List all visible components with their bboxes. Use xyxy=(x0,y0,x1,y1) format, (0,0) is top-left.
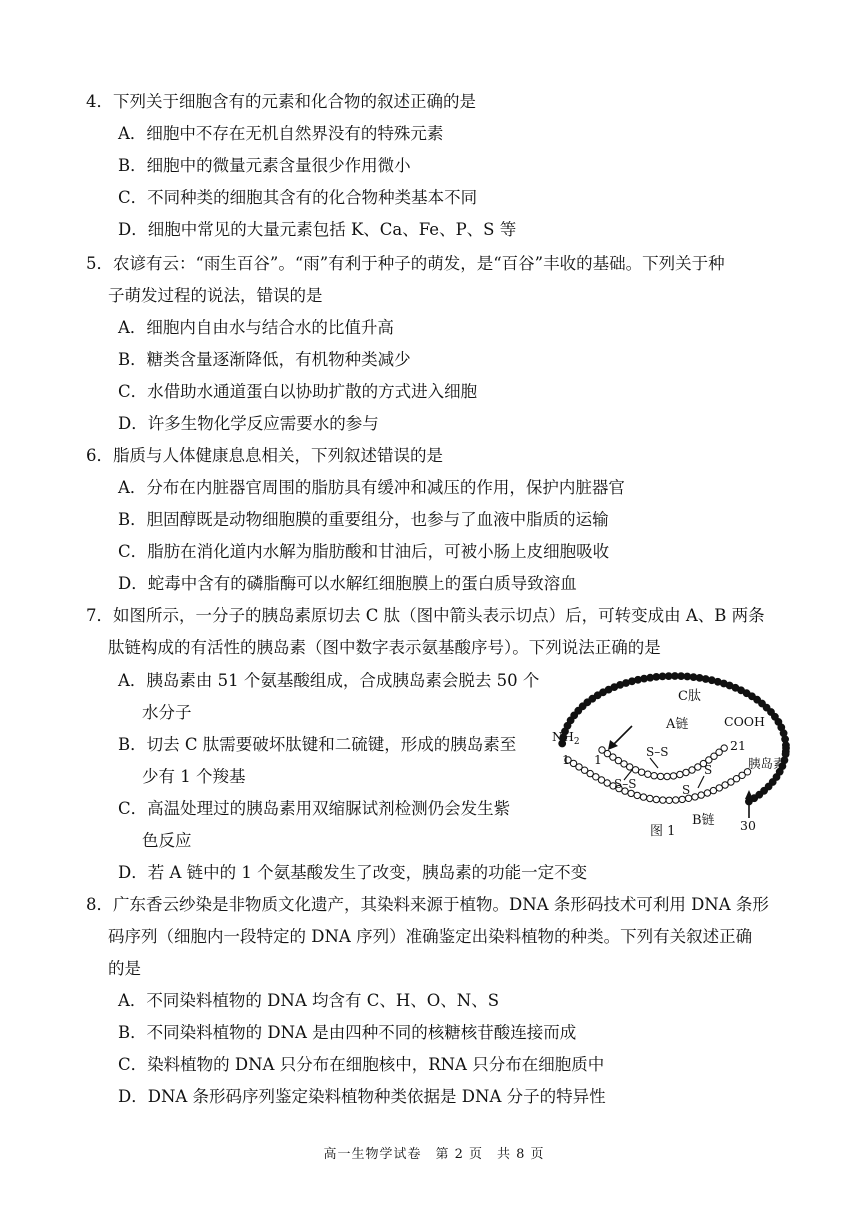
b-chain-residue xyxy=(640,794,646,800)
a-chain-residue xyxy=(664,773,670,779)
question-5-option-a: A．细胞内自由水与结合水的比值升高 xyxy=(118,318,394,337)
cut-arrow-left xyxy=(608,726,632,750)
question-5-stem-line1: 5．农谚有云：“雨生百谷”。“雨”有利于种子的萌发，是“百谷”丰收的基础。下列关于种 xyxy=(86,254,725,273)
label-30: 30 xyxy=(740,818,756,833)
question-7-stem-line1: 7．如图所示，一分子的胰岛素原切去 C 肽（图中箭头表示切点）后，可转变成由 A、B 两条 xyxy=(86,606,765,625)
b-chain xyxy=(565,757,751,804)
question-6-option-b: B．胆固醇既是动物细胞膜的重要组分，也参与了血液中脂质的运输 xyxy=(118,510,609,529)
question-5-option-d: D．许多生物化学反应需要水的参与 xyxy=(118,414,379,433)
a-chain-residue xyxy=(645,771,651,777)
label-21: 21 xyxy=(730,738,746,753)
b-chain-residue xyxy=(660,797,666,803)
question-5-option-c: C．水借助水通道蛋白以协助扩散的方式进入细胞 xyxy=(118,382,478,401)
question-4-option-c: C．不同种类的细胞其含有的化合物种类基本不同 xyxy=(118,188,478,207)
a-chain-residue xyxy=(721,745,727,751)
b-chain-residue xyxy=(634,792,640,798)
a-chain-residue xyxy=(677,771,683,777)
question-8-option-a: A．不同染料植物的 DNA 均含有 C、H、O、N、S xyxy=(118,991,500,1010)
label-insulin: 胰岛素 xyxy=(748,756,786,771)
question-7-option-a-line1: A．胰岛素由 51 个氨基酸组成，合成胰岛素会脱去 50 个 xyxy=(118,671,540,690)
question-7-stem-line2: 肽链构成的有活性的胰岛素（图中数字表示氨基酸序号）。下列说法正确的是 xyxy=(108,638,661,657)
b-chain-residue xyxy=(704,790,710,796)
label-s-right-upper: S xyxy=(704,763,713,777)
a-chain-residue xyxy=(638,769,644,775)
question-7-option-d: D．若 A 链中的 1 个氨基酸发生了改变，胰岛素的功能一定不变 xyxy=(118,863,588,882)
question-7-option-c-line2: 色反应 xyxy=(142,831,192,850)
question-8-stem-line1: 8．广东香云纱染是非物质文化遗产，其染料来源于植物。DNA 条形码技术可利用 DNA 条形 xyxy=(86,895,769,914)
label-ss-upper: S–S xyxy=(646,745,669,759)
question-6-option-d: D．蛇毒中含有的磷脂酶可以水解红细胞膜上的蛋白质导致溶血 xyxy=(118,574,577,593)
a-chain-residue xyxy=(627,764,633,770)
question-8-option-d: D．DNA 条形码序列鉴定染料植物种类依据是 DNA 分子的特异性 xyxy=(118,1087,606,1106)
label-1-inner: 1 xyxy=(594,752,602,767)
label-b-chain: B链 xyxy=(692,813,715,828)
insulin-figure xyxy=(546,668,806,838)
question-5-stem-line2: 子萌发过程的说法，错误的是 xyxy=(108,286,323,305)
question-4-option-d: D．细胞中常见的大量元素包括 K、Ca、Fe、P、S 等 xyxy=(118,220,517,239)
label-ss-lower: S–S xyxy=(614,777,637,791)
question-8-option-c: C．染料植物的 DNA 只分布在细胞核中，RNA 只分布在细胞质中 xyxy=(118,1055,605,1074)
c-peptide-residue xyxy=(635,676,642,683)
b-chain-residue xyxy=(604,780,610,786)
question-7-option-b-line2: 少有 1 个羧基 xyxy=(142,767,246,786)
b-chain-residue xyxy=(698,792,704,798)
b-chain-residue xyxy=(666,797,672,803)
question-8-stem-line2: 码序列（细胞内一段特定的 DNA 序列）准确鉴定出染料植物的种类。下列有关叙述正确 xyxy=(108,927,753,946)
label-c-peptide: C肽 xyxy=(678,689,701,704)
a-chain-residue xyxy=(670,773,676,779)
b-chain-residue xyxy=(692,794,698,800)
c-peptide-residue xyxy=(702,676,709,683)
question-4-option-a: A．细胞中不存在无机自然界没有的特殊元素 xyxy=(118,124,444,143)
b-chain-residue xyxy=(628,790,634,796)
question-4-option-b: B．细胞中的微量元素含量很少作用微小 xyxy=(118,156,411,175)
b-chain-residue xyxy=(647,795,653,801)
b-chain-residue xyxy=(673,797,679,803)
question-8-option-b: B．不同染料植物的 DNA 是由四种不同的核糖核苷酸连接而成 xyxy=(118,1023,577,1042)
question-7-option-a-line2: 水分子 xyxy=(142,703,192,722)
a-chain-residue xyxy=(651,773,657,779)
label-s-right-lower: S xyxy=(682,783,691,797)
b-chain-residue xyxy=(679,796,685,802)
label-nh2: $NH_2$ xyxy=(552,729,580,747)
figure-caption: 图 1 xyxy=(650,824,676,838)
a-chain-residue xyxy=(657,773,663,779)
a-chain-residue xyxy=(632,767,638,773)
question-7-option-c-line1: C．高温处理过的胰岛素用双缩脲试剂检测仍会发生紫 xyxy=(118,799,511,818)
b-chain-residue xyxy=(653,796,659,802)
page-footer: 高一生物学试卷 第 2 页 共 8 页 xyxy=(323,1147,545,1162)
question-8-stem-line3: 的是 xyxy=(108,959,141,978)
disulfide-bond-a-intra xyxy=(650,758,658,768)
label-a-chain: A链 xyxy=(666,717,689,732)
label-cooh: COOH xyxy=(724,714,765,729)
question-4-stem: 4．下列关于细胞含有的元素和化合物的叙述正确的是 xyxy=(86,92,476,111)
question-6-stem: 6．脂质与人体健康息息相关，下列叙述错误的是 xyxy=(86,446,443,465)
question-7-option-b-line1: B．切去 C 肽需要破坏肽键和二硫键，形成的胰岛素至 xyxy=(118,735,517,754)
question-6-option-a: A．分布在内脏器官周围的脂肪具有缓冲和减压的作用，保护内脏器官 xyxy=(118,478,625,497)
disulfide-bond-ab-right xyxy=(698,776,704,788)
c-peptide-chain xyxy=(559,673,790,805)
a-chain-residue xyxy=(683,769,689,775)
label-1-left: 1 xyxy=(562,752,570,767)
question-5-option-b: B．糖类含量逐渐降低，有机物种类减少 xyxy=(118,350,411,369)
question-6-option-c: C．脂肪在消化道内水解为脂肪酸和甘油后，可被小肠上皮细胞吸收 xyxy=(118,542,610,561)
